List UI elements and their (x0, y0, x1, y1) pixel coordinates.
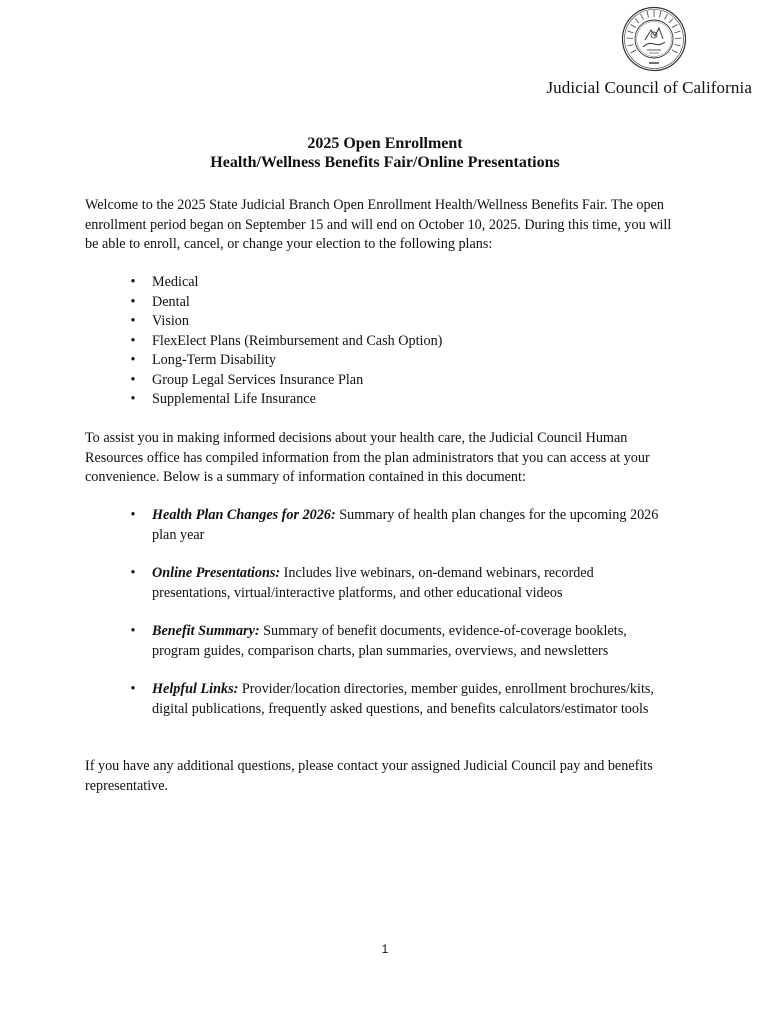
summary-lead: Online Presentations: (152, 565, 281, 581)
summary-text: Includes live webinars, on-demand webinars, recorded presentations, virtual/interactive platforms, and other educational videos (152, 565, 594, 601)
assist-paragraph: To assist you in making informed decisions about your health care, the Judicial Council Human Resources office has compiled information from the plan administrators that you can access at your convenience. Below is a summary of information contained in this document: (85, 430, 650, 485)
plan-label: Vision (152, 313, 189, 329)
list-item (128, 351, 442, 371)
list-item (128, 332, 442, 352)
page-number: 1 (381, 942, 389, 956)
summary-lead: Health Plan Changes for 2026: (152, 507, 336, 523)
summary-text: Summary of health plan changes for the upcoming 2026 plan year (152, 507, 659, 543)
plan-label: Supplemental Life Insurance (152, 391, 316, 407)
organization-name: Judicial Council of California (546, 78, 752, 97)
document-title (0, 134, 770, 172)
list-item (128, 273, 442, 293)
summary-text: Provider/location directories, member guides, enrollment brochures/kits, digital publications, frequently asked questions, and benefits calculators/estimator tools (152, 681, 654, 717)
summary-lead: Benefit Summary: (152, 623, 260, 639)
plan-label: FlexElect Plans (Reimbursement and Cash Option) (152, 332, 443, 349)
summary-lead: Helpful Links: (152, 681, 239, 697)
summary-item-helpful-links (128, 680, 668, 719)
plans-list (128, 273, 442, 410)
summary-item-benefit-summary (128, 622, 668, 661)
title-line-1: 2025 Open Enrollment (307, 135, 463, 152)
judicial-council-seal-icon (621, 6, 687, 72)
bullet-icon: • (130, 371, 136, 388)
intro-paragraph: Welcome to the 2025 State Judicial Branch Open Enrollment Health/Wellness Benefits Fair. The open enrollment period began on September 15 and will end on October 10, 2025. During this time, you will be able to enroll, cancel, or change your election to the following plans: (85, 197, 672, 252)
title-line-2: Health/Wellness Benefits Fair/Online Presentations (210, 154, 560, 171)
summary-item-health-plan-changes (128, 506, 668, 545)
bullet-icon: • (130, 623, 136, 639)
list-item (128, 371, 442, 391)
plan-label: Long-Term Disability (152, 352, 276, 368)
list-item (128, 293, 442, 313)
bullet-icon: • (130, 274, 136, 290)
summary-text: Summary of benefit documents, evidence-of-coverage booklets, program guides, comparison charts, plan summaries, overviews, and newsletters (152, 623, 627, 659)
closing-paragraph: If you have any additional questions, please contact your assigned Judicial Council pay and benefits representative. (85, 758, 653, 794)
bullet-icon: • (130, 391, 136, 407)
bullet-icon: • (130, 681, 136, 697)
bullet-icon: • (130, 352, 136, 368)
list-item (128, 312, 442, 332)
plan-label: Group Legal Services Insurance Plan (152, 371, 364, 388)
plan-label: Medical (152, 274, 199, 290)
bullet-icon: • (130, 507, 136, 523)
bullet-icon: • (130, 293, 136, 310)
bullet-icon: • (130, 313, 136, 329)
plan-label: Dental (152, 293, 190, 310)
list-item (128, 390, 442, 410)
bullet-icon: • (130, 332, 136, 349)
bullet-icon: • (130, 565, 136, 581)
summary-item-online-presentations (128, 564, 668, 603)
